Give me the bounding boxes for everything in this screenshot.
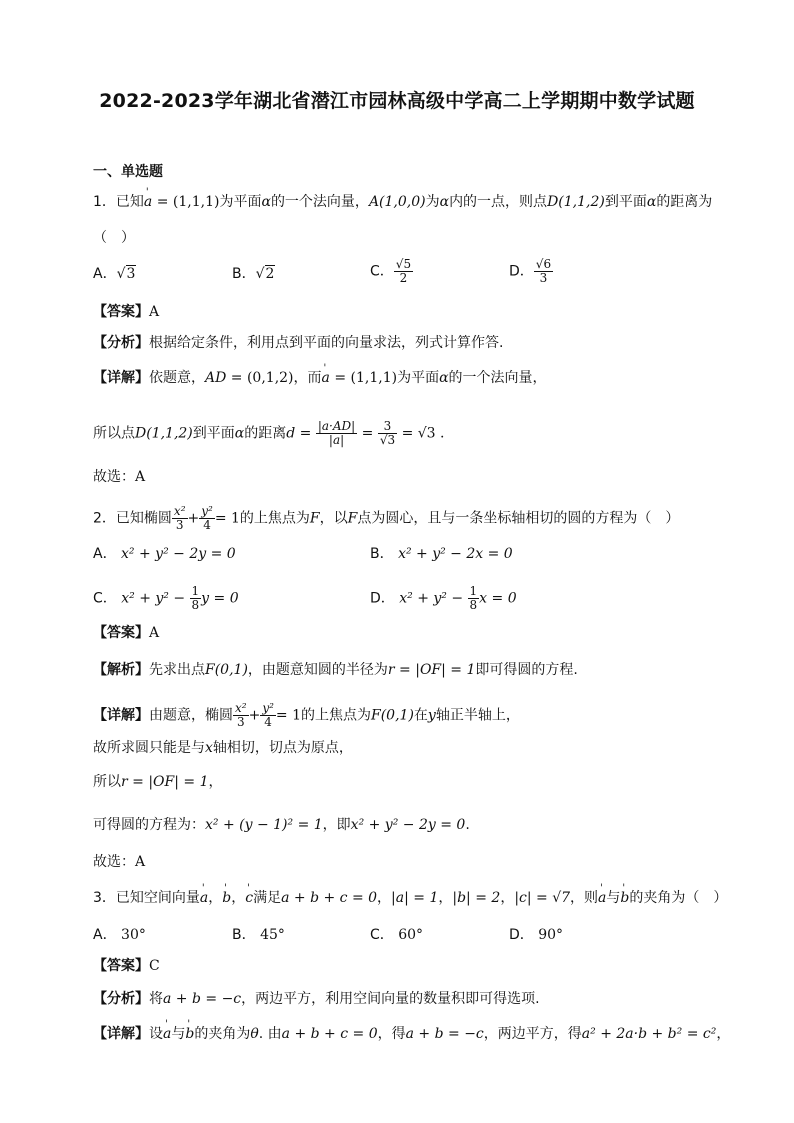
q1-option-c: C． $\frac{√5}{2}$ [370,257,412,285]
q2-answer: 【答案】A [93,625,160,641]
question-number: 1． [93,194,116,210]
q2-detail-line-3: 所以r = |OF| = 1， [93,774,223,790]
q1-detail-line-2: 所以点D(1,1,2)到平面α的距离d = $\frac{|a\cdot AD|}{|a|}$ = $\frac{3}{√3}$ = √3 . [93,419,445,447]
q1-option-d: D． $\frac{√6}{3}$ [509,257,552,285]
q2-detail-line-2: 故所求圆只能是与x轴相切，切点为原点， [93,740,353,756]
q2-option-d: D． x² + y² − $\frac{1}{8}$ x = 0 [370,584,517,612]
q3-option-a: A． 30° [93,927,146,943]
q2-option-b: B． x² + y² − 2x = 0 [370,546,513,562]
question-2-stem: 2．已知椭圆 $\frac{\text{x²}}{3}$ + $\frac{\text{y²}}{4}$ = 1的上焦点为F，以F点为圆心，且与一条坐标轴相切的圆的方程为（ ） [93,504,680,532]
question-3-stem: 3．已知空间向量' a，' b，' c满足a + b + c = 0，|a| = 1，|b| = 2，|c| = √7，则' a与' b的夹角为（ ） [93,888,727,908]
section-heading: 一、单选题 [93,164,163,180]
q2-option-a: A． x² + y² − 2y = 0 [93,546,236,562]
q3-option-d: D． 90° [509,927,564,943]
q3-option-c: C． 60° [370,927,424,943]
q2-option-c: C． x² + y² − $\frac{1}{8}$ y = 0 [93,584,239,612]
q1-answer: 【答案】A [93,304,160,320]
q2-detail-line-1: 【详解】由题意，椭圆 $\frac{\text{x²}}{3}$ + $\frac{\text{y²}}{4}$ = 1的上焦点为F(0,1)在y轴正半轴上， [93,701,520,729]
page-title: 2022-2023学年湖北省潜江市园林高级中学高二上学期期中数学试题 [99,90,695,112]
q1-detail-line-1: 【详解】依题意，AD = (0,1,2)，而' a = (1,1,1)为平面α的一个法向量， [93,368,547,388]
q3-answer: 【答案】C [93,958,160,974]
q1-analysis: 【分析】根据给定条件，利用点到平面的向量求法，列式计算作答. [93,335,504,351]
q2-choose: 故选：A [93,854,146,870]
q3-detail-line-1: 【详解】设' a与' b的夹角为θ. 由a + b + c = 0，得a + b = −c，两边平方，得a² + 2a·b + b² = c²， [93,1024,730,1044]
q1-choose: 故选：A [93,469,146,485]
q3-option-b: B． 45° [232,927,285,943]
q2-jiexi: 【解析】先求出点F(0,1)，由题意知圆的半径为r = |OF| = 1即可得圆的方程. [93,662,578,678]
q3-analysis: 【分析】将a + b = −c，两边平方，利用空间向量的数量积即可得选项. [93,991,540,1007]
q1-option-b: B．√2 [232,266,275,282]
question-1-stem: 1．已知' a = (1,1,1)为平面α的一个法向量，A(1,0,0)为α内的一点，则点D(1,1,2)到平面α的距离为 [93,192,712,212]
question-1-paren: （ ） [93,230,135,246]
q1-option-a: A．√3 [93,266,136,282]
q2-detail-line-4: 可得圆的方程为：x² + (y − 1)² = 1，即x² + y² − 2y = 0. [93,817,470,833]
